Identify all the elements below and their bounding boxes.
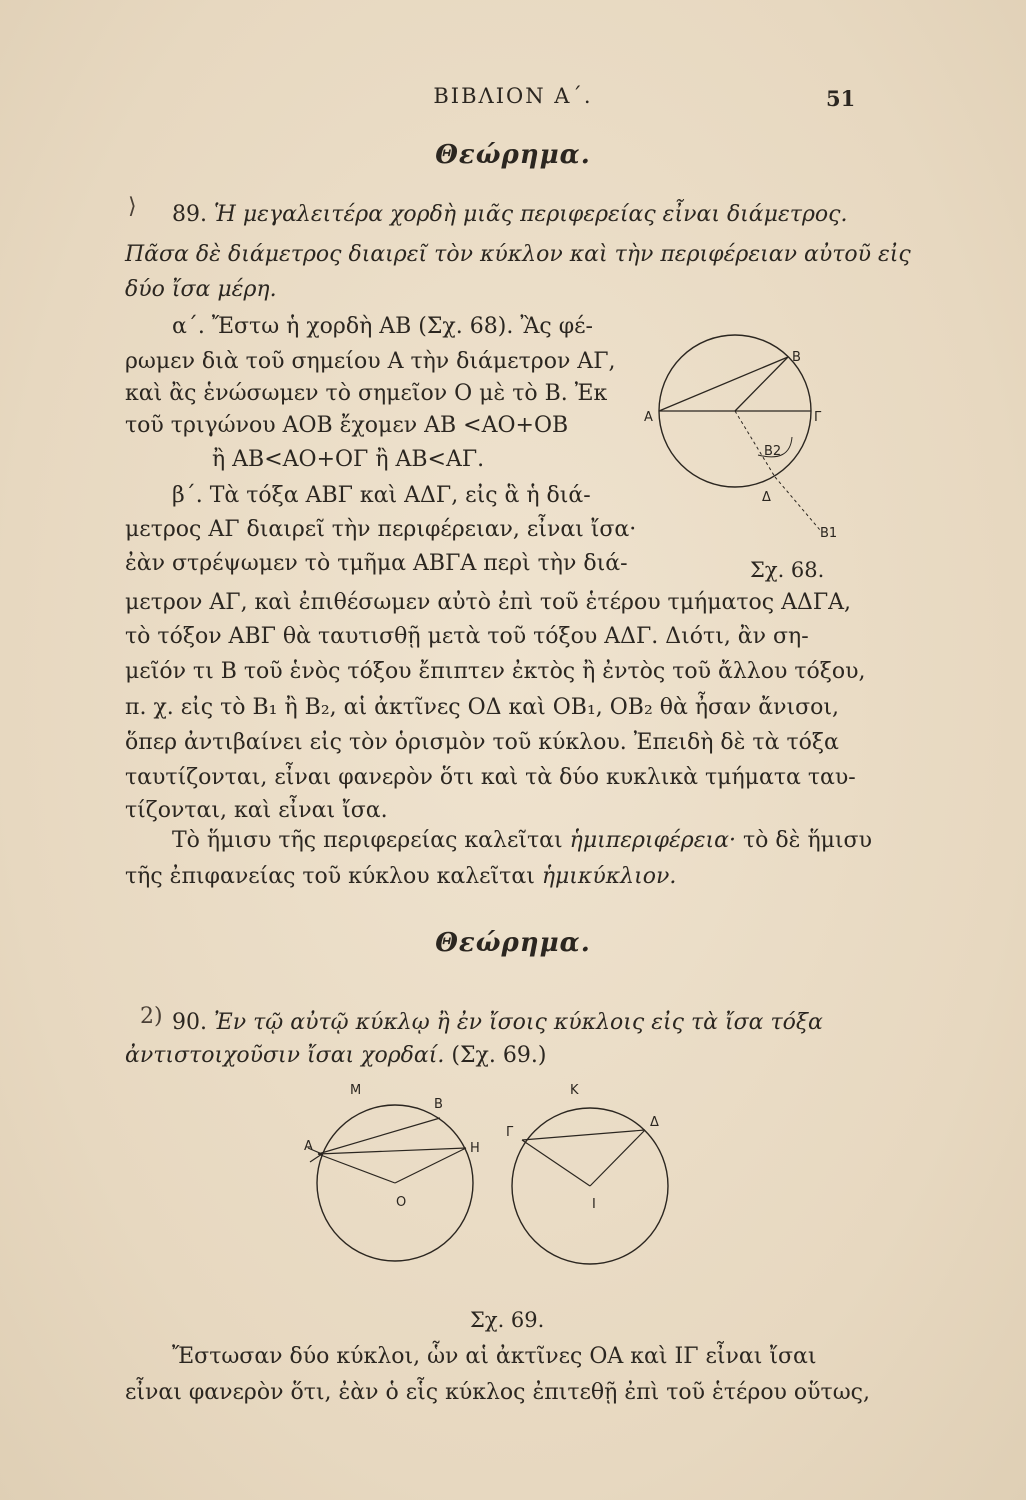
note-line-1 bbox=[172, 826, 872, 856]
theorem-90-statement-1: Ἐν τῷ αὐτῷ κύκλῳ ἢ ἐν ἴσοις κύκλοις εἰς τὰ ἴσα τόξα bbox=[214, 1010, 823, 1035]
closing-line-2: εἶναι φανερὸν ὅτι, ἐὰν ὁ εἷς κύκλος ἐπιτεθῇ ἐπὶ τοῦ ἑτέρου οὕτως, bbox=[125, 1380, 870, 1405]
proof-line-1: α΄. Ἔστω ἡ χορδὴ ΑΒ (Σχ. 68). Ἂς φέ- bbox=[172, 314, 593, 339]
fig69-radius-OA bbox=[318, 1154, 395, 1183]
proof-line-10: τὸ τόξον ΑΒΓ θὰ ταυτισθῇ μετὰ τοῦ τόξου ΑΔΓ. Διότι, ἂν ση- bbox=[125, 624, 809, 649]
fig69-radius-OH bbox=[395, 1148, 466, 1183]
proof-line-14: ταυτίζονται, εἶναι φανερὸν ὅτι καὶ τὰ δύο κυκλικὰ τμήματα ταυ- bbox=[125, 765, 856, 790]
fig68-label-B2: B2 bbox=[764, 444, 782, 459]
fig69-label-G: Γ bbox=[506, 1125, 514, 1140]
theorem-90-statement-2: ἀντιστοιχοῦσιν ἴσαι χορδαί. bbox=[125, 1043, 445, 1068]
fig69-label-A: A bbox=[304, 1139, 313, 1154]
fig69-label-H: H bbox=[470, 1141, 480, 1156]
proof-line-4: τοῦ τριγώνου ΑΟΒ ἔχομεν ΑΒ <ΑΟ+ΟΒ bbox=[125, 413, 569, 438]
proof-line-15: τίζονται, καὶ εἶναι ἴσα. bbox=[125, 798, 388, 823]
page-number: 51 bbox=[826, 86, 856, 111]
running-title: ΒΙΒΛΙΟΝ Α΄. bbox=[433, 84, 593, 108]
proof-line-2: ρωμεν διὰ τοῦ σημείου Α τὴν διάμετρον ΑΓ, bbox=[125, 349, 616, 374]
fig69-label-K: K bbox=[570, 1083, 579, 1098]
note-text-1b: τὸ δὲ ἥμισυ bbox=[743, 828, 872, 853]
margin-mark-2: 2) bbox=[140, 1004, 163, 1029]
fig68-label-B1: B1 bbox=[820, 526, 838, 541]
fig69-label-I: I bbox=[592, 1197, 596, 1212]
theorem-89-line-1 bbox=[172, 200, 847, 230]
theorem-89-statement-1: Ἡ μεγαλειτέρα χορδὴ μιᾶς περιφερείας εἶναι διάμετρος. bbox=[214, 202, 848, 227]
fig68-label-B: B bbox=[792, 350, 801, 365]
fig69-label-B: B bbox=[434, 1097, 443, 1112]
theorem-89-line-3: δύο ἴσα μέρη. bbox=[125, 277, 277, 302]
note-text-1: Τὸ ἥμισυ τῆς περιφερείας καλεῖται bbox=[172, 828, 563, 853]
proof-line-3: καὶ ἂς ἑνώσωμεν τὸ σημεῖον Ο μὲ τὸ Β. Ἐκ bbox=[125, 381, 608, 406]
figure-69 bbox=[300, 1078, 680, 1298]
term-semicircumference: ἡμιπεριφέρεια· bbox=[569, 828, 736, 853]
fig69-radius-IG bbox=[522, 1140, 590, 1186]
proof-line-5: ἢ ΑΒ<ΑΟ+ΟΓ ἢ ΑΒ<ΑΓ. bbox=[212, 447, 485, 472]
figure-68 bbox=[640, 325, 860, 541]
proof-line-13: ὅπερ ἀντιβαίνει εἰς τὸν ὁρισμὸν τοῦ κύκλου. Ἐπειδὴ δὲ τὰ τόξα bbox=[125, 730, 839, 755]
margin-mark-1: ⟩ bbox=[128, 194, 137, 219]
theorem-90-line-1 bbox=[172, 1008, 823, 1038]
fig69-chord-AH bbox=[318, 1148, 466, 1154]
figure-68-caption: Σχ. 68. bbox=[750, 558, 825, 582]
fig69-label-M: M bbox=[350, 1083, 362, 1098]
note-text-2: τῆς ἐπιφανείας τοῦ κύκλου καλεῖται bbox=[125, 864, 535, 889]
fig68-label-G: Γ bbox=[814, 410, 822, 425]
proof-line-6: β΄. Τὰ τόξα ΑΒΓ καὶ ΑΔΓ, εἰς ἃ ἡ διά- bbox=[172, 483, 591, 508]
fig68-radius-OB1 bbox=[775, 477, 820, 530]
proof-line-11: μεῖόν τι Β τοῦ ἑνὸς τόξου ἔπιπτεν ἐκτὸς ἢ ἐντὸς τοῦ ἄλλου τόξου, bbox=[125, 659, 866, 684]
closing-line-1: Ἔστωσαν δύο κύκλοι, ὧν αἱ ἀκτῖνες ΟΑ καὶ ΙΓ εἶναι ἴσαι bbox=[172, 1344, 817, 1369]
theorem-heading-1: Θεώρημα. bbox=[435, 140, 591, 170]
fig69-radius-ID bbox=[590, 1130, 645, 1186]
theorem-number-90: 90. bbox=[172, 1010, 207, 1035]
fig68-chord-AB bbox=[659, 357, 788, 411]
fig68-radius-OB bbox=[735, 357, 788, 411]
fig69-label-O: O bbox=[396, 1195, 407, 1210]
proof-line-7: μετρος ΑΓ διαιρεῖ τὴν περιφέρειαν, εἶναι ἴσα· bbox=[125, 517, 637, 542]
theorem-89-line-2: Πᾶσα δὲ διάμετρος διαιρεῖ τὸν κύκλον καὶ τὴν περιφέρειαν αὐτοῦ εἰς bbox=[125, 242, 911, 267]
fig69-chord-GD bbox=[522, 1130, 645, 1140]
proof-line-12: π. χ. εἰς τὸ Β₁ ἢ Β₂, αἱ ἀκτῖνες ΟΔ καὶ ΟΒ₁, ΟΒ₂ θὰ ἦσαν ἄνισοι, bbox=[125, 695, 840, 720]
fig68-label-D: Δ bbox=[762, 490, 771, 505]
fig68-label-A: A bbox=[644, 410, 653, 425]
fig69-label-D: Δ bbox=[650, 1115, 659, 1130]
note-line-2 bbox=[125, 862, 676, 892]
theorem-heading-2: Θεώρημα. bbox=[435, 928, 591, 958]
fig69-chord-AB bbox=[318, 1118, 440, 1154]
theorem-90-line-2 bbox=[125, 1041, 546, 1071]
proof-line-8: ἐὰν στρέψωμεν τὸ τμῆμα ΑΒΓΑ περὶ τὴν διά- bbox=[125, 551, 628, 576]
proof-line-9: μετρον ΑΓ, καὶ ἐπιθέσωμεν αὐτὸ ἐπὶ τοῦ ἑτέρου τμήματος ΑΔΓΑ, bbox=[125, 590, 852, 615]
figure-69-caption: Σχ. 69. bbox=[470, 1308, 545, 1332]
theorem-90-figure-ref: (Σχ. 69.) bbox=[451, 1043, 547, 1068]
theorem-number-89: 89. bbox=[172, 202, 207, 227]
term-semicircle: ἡμικύκλιον. bbox=[541, 864, 677, 889]
